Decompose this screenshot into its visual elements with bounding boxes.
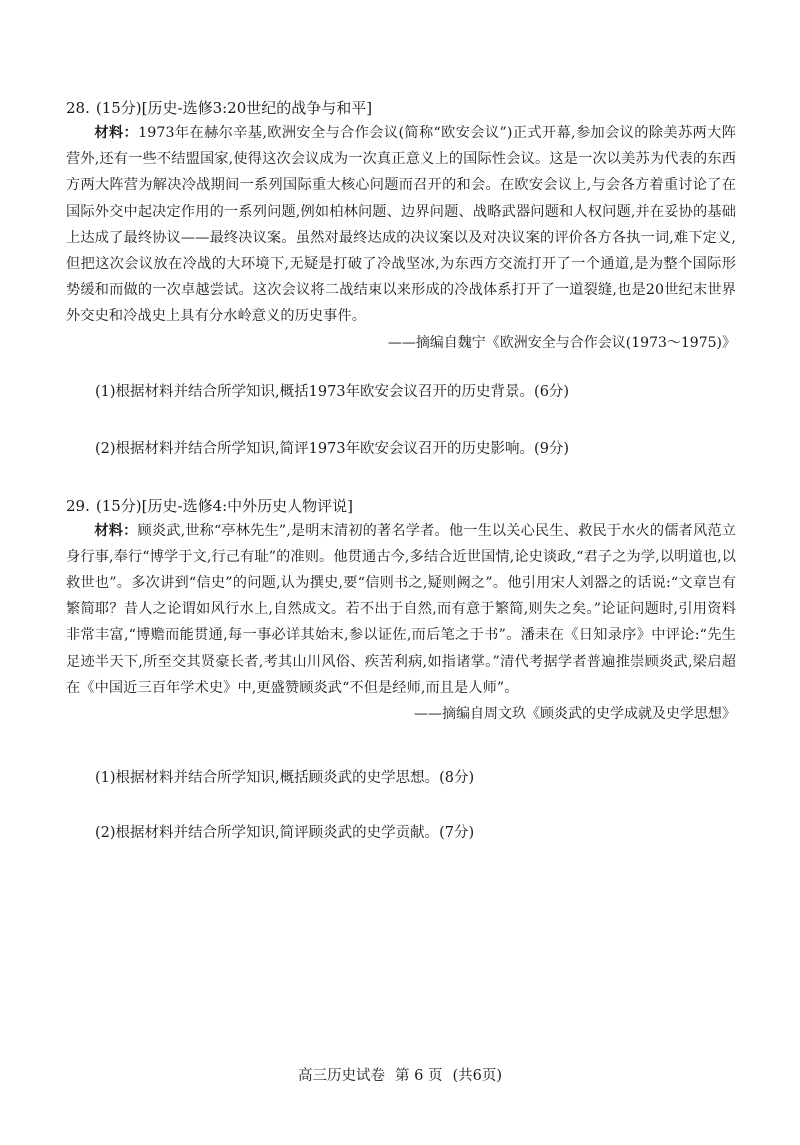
q28-subquestion-1: (1)根据材料并结合所学知识,概括1973年欧安会议召开的历史背景。(6分) — [95, 383, 570, 400]
footer-total-pages: (共6页) — [452, 1068, 502, 1084]
q28-subquestion-2: (2)根据材料并结合所学知识,简评1973年欧安会议召开的历史影响。(9分) — [95, 440, 570, 457]
footer-title: 高三历史试卷 — [298, 1068, 385, 1084]
q28-header-text: (15分)[历史-选修3:20世纪的战争与和平] — [95, 99, 373, 117]
q28-material-text: 1973年在赫尔辛基,欧洲安全与合作会议(简称“欧安会议”)正式开幕,参加会议的除美苏两大阵营外,还有一些不结盟国家,使得这次会议成为一次真正意义上的国际性会议。这是一次以美苏为代表的东西方两大阵营为解决冷战期间一系列国际重大核心问题而召开的和会。在欧安会议上,与会各方着重讨论了在国际外交中起决定作用的一系列问题,例如柏林问题、边界问题、战略武器问题和人权问题,并在妥协的基础上达成了最终协议——最终决议案。虽然对最终达成的决议案以及对决议案的评价各方各执一词,难下定义,但把这次会议放在冷战的大环境下,无疑是打破了冷战坚冰,为东西方交流打开了一个通道,是为整个国际形势缓和而做的一次卓越尝试。这次会议将二战结束以来形成的冷战体系打开了一道裂缝,也是20世纪末世界外交史和冷战史上具有分水岭意义的历史事件。 — [66, 125, 736, 325]
q29-header — [66, 494, 736, 518]
q29-subquestion-1: (1)根据材料并结合所学知识,概括顾炎武的史学思想。(8分) — [95, 770, 475, 787]
q28-header — [66, 96, 736, 120]
q29-material-label: 材料： — [94, 522, 138, 539]
q28-material — [66, 120, 736, 330]
q29-subquestion-2: (2)根据材料并结合所学知识,简评顾炎武的史学贡献。(7分) — [95, 825, 475, 842]
q28-number: 28. — [66, 99, 90, 117]
q28-citation: ——摘编自魏宁《欧洲安全与合作会议(1973～1975)》 — [387, 334, 736, 351]
q29-number: 29. — [66, 496, 90, 515]
q29-material-text: 顾炎武,世称“亭林先生”,是明末清初的著名学者。他一生以关心民生、救民于水火的儒者风范立身行事,奉行“博学于文,行己有耻”的准则。他贯通古今,多结合近世国情,论史谈政,“君子之为学,以明道也,以救世也”。多次讲到“信史”的问题,认为撰史,要“信则书之,疑则阙之”。他引用宋人刘器之的话说:“文章岂有繁简耶？昔人之论谓如风行水上,自然成文。若不出于自然,而有意于繁简,则失之矣。”论证问题时,引用资料非常丰富,“博赡而能贯通,每一事必详其始末,参以证佐,而后笔之于书”。潘耒在《日知录序》中评论:“先生足迹半天下,所至交其贤豪长者,考其山川风俗、疾苦利病,如指诸掌。”清代考据学者普遍推崇顾炎武,梁启超在《中国近三百年学术史》中,更盛赞顾炎武“不但是经师,而且是人师”。 — [66, 522, 736, 696]
q29-material — [66, 518, 736, 701]
q29-header-text: (15分)[历史-选修4:中外历史人物评说] — [95, 496, 354, 515]
exam-page — [66, 96, 736, 845]
page-footer — [0, 1066, 800, 1086]
q29-citation: ——摘编自周文玖《顾炎武的史学成就及史学思想》 — [414, 706, 736, 723]
q28-material-label: 材料： — [94, 125, 139, 141]
question-28 — [66, 96, 736, 461]
question-29 — [66, 494, 736, 845]
footer-page-number: 第 6 页 — [395, 1068, 443, 1084]
